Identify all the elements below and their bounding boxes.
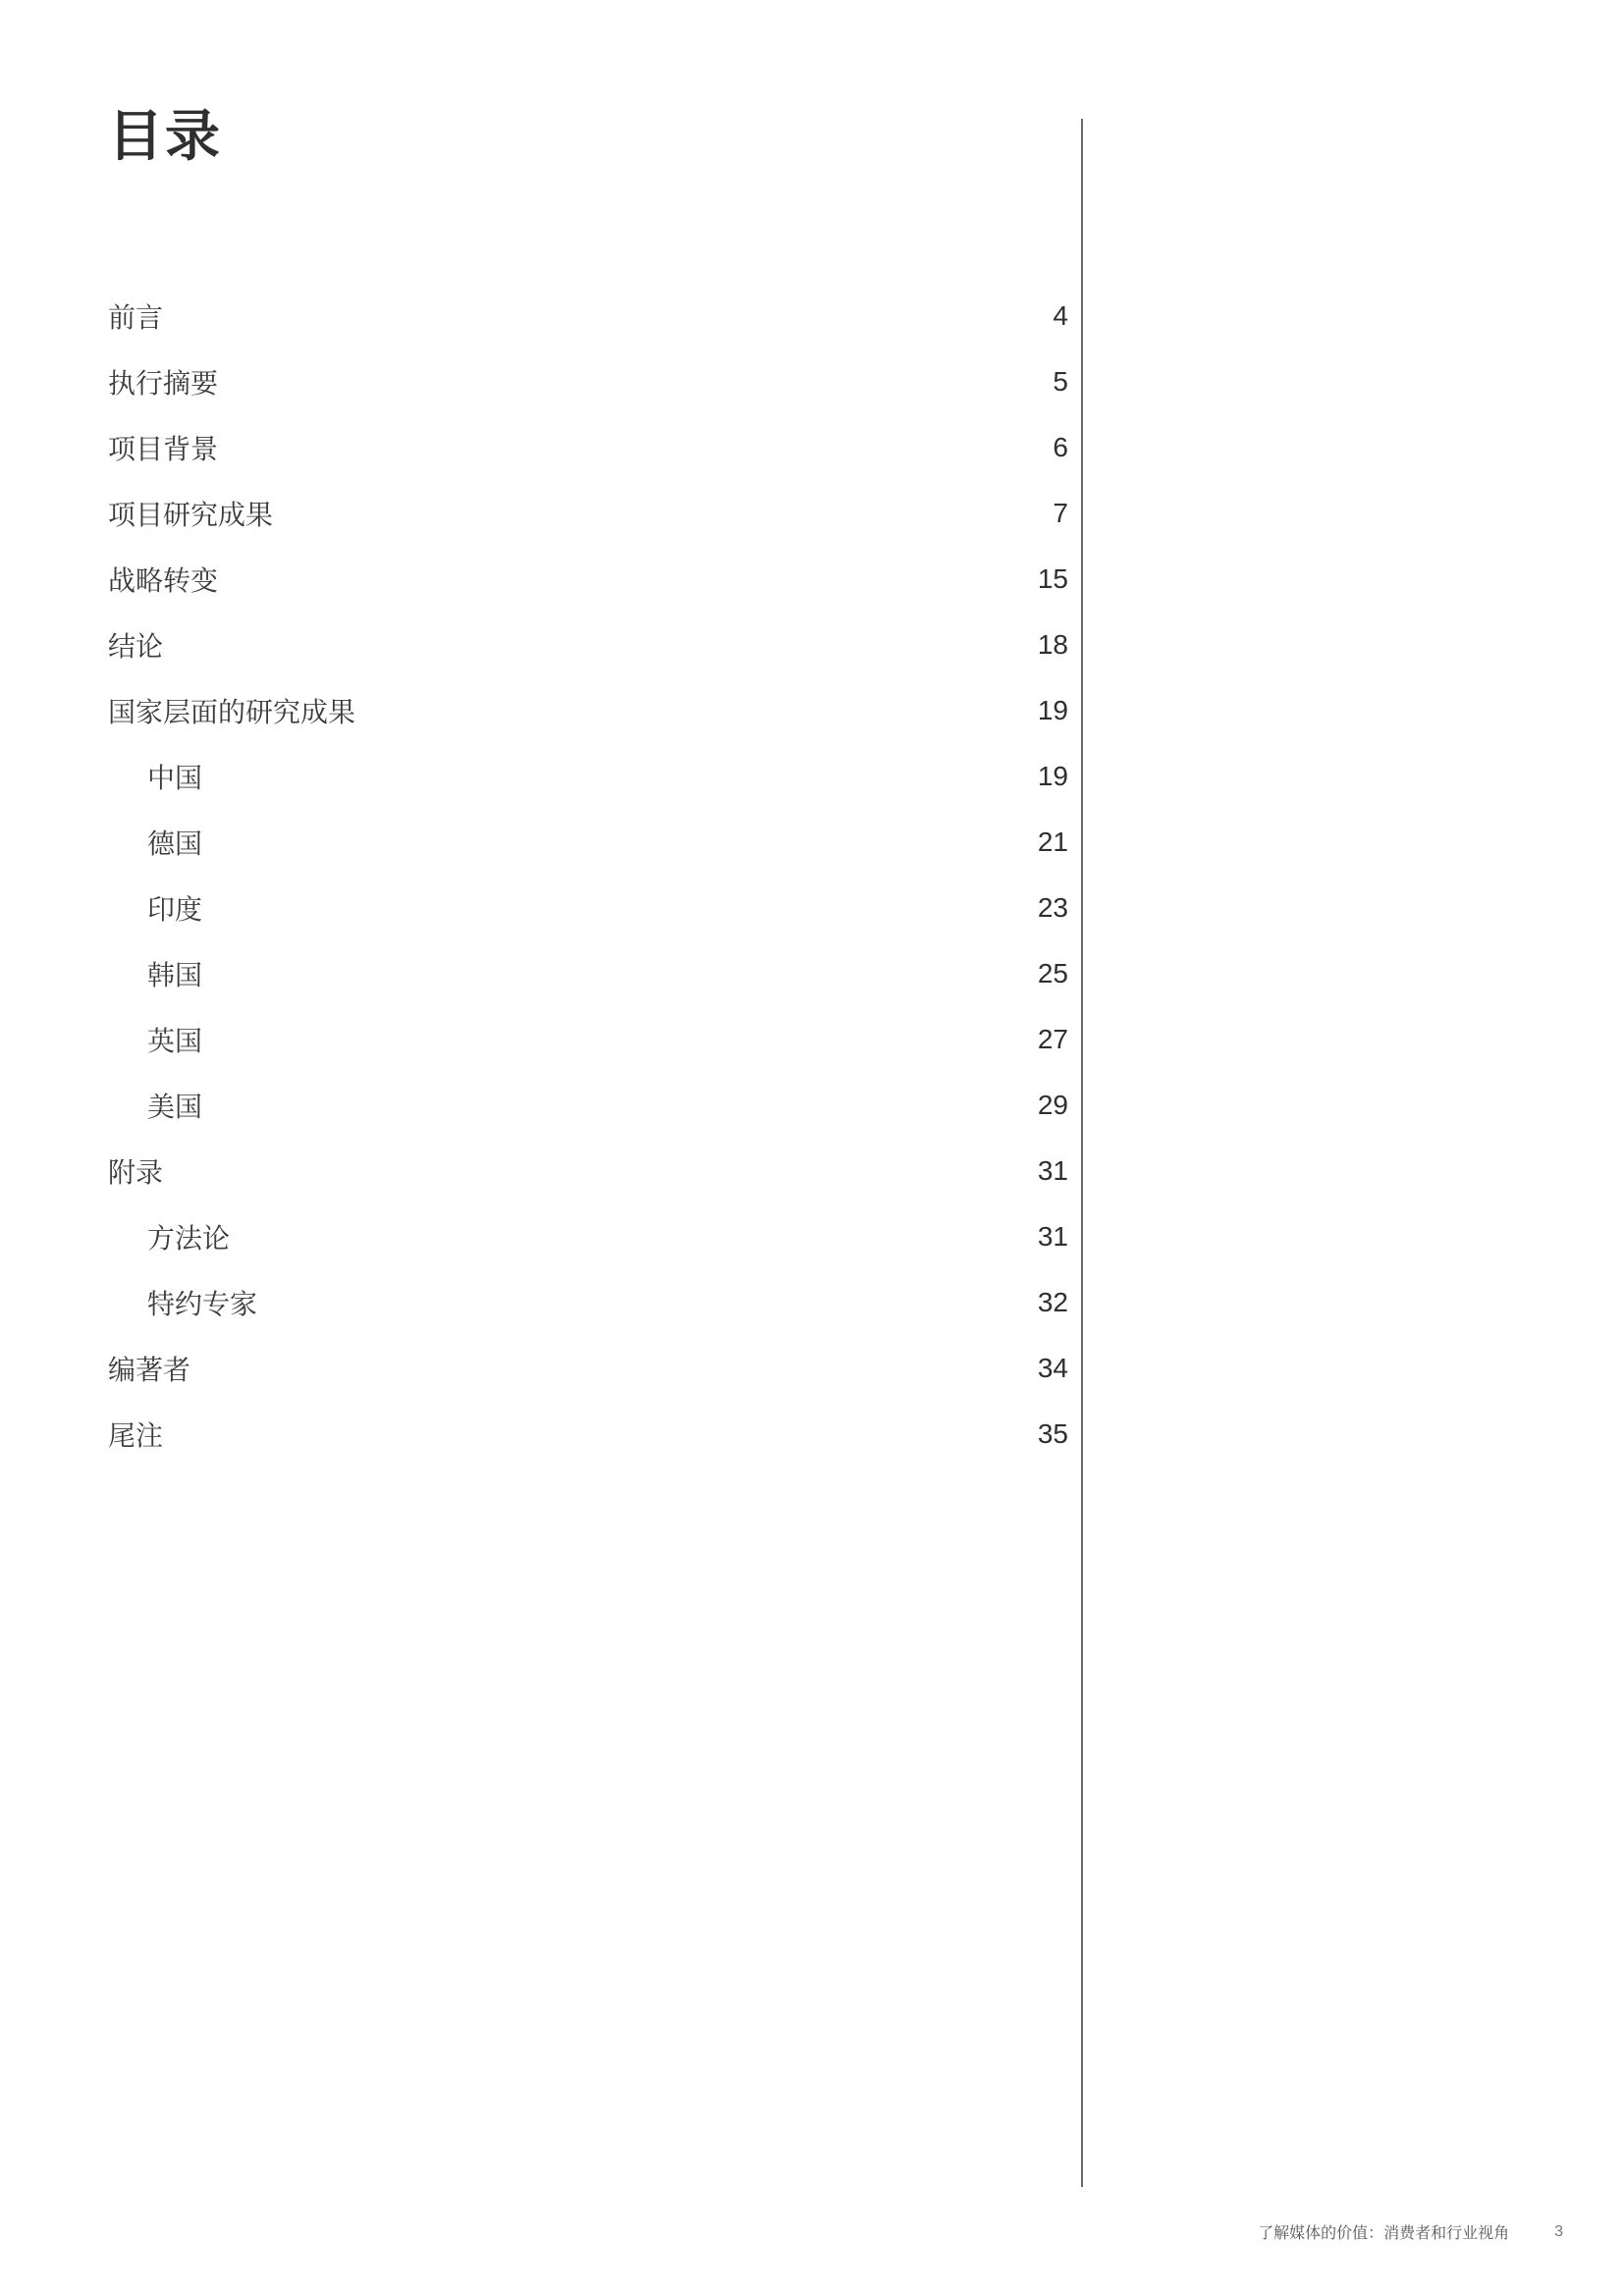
toc-entry-label: 执行摘要 <box>108 366 219 400</box>
toc-entry-page: 5 <box>1053 365 1068 397</box>
footer-page-number: 3 <box>1554 2222 1563 2240</box>
footer-document-title: 了解媒体的价值：消费者和行业视角 <box>1258 2223 1510 2242</box>
toc-subentry[interactable] <box>108 1006 1068 1072</box>
page-footer <box>1258 2220 1563 2243</box>
toc-entry[interactable] <box>108 414 1068 480</box>
toc-entry-label: 项目研究成果 <box>108 498 274 531</box>
toc-entry[interactable] <box>108 348 1068 414</box>
toc-subentry[interactable] <box>108 1269 1068 1335</box>
page-title: 目录 <box>108 105 222 169</box>
toc-subentry-label: 德国 <box>147 827 203 860</box>
toc-entry-page: 34 <box>1037 1352 1068 1383</box>
toc-entry-page: 31 <box>1037 1154 1068 1186</box>
toc-subentry-label: 美国 <box>147 1090 203 1123</box>
toc-entry[interactable] <box>108 612 1068 677</box>
toc-entry-label: 附录 <box>108 1155 164 1189</box>
toc-entry-label: 尾注 <box>108 1418 164 1452</box>
toc-subentry-label: 韩国 <box>147 958 203 991</box>
toc-subentry-page: 31 <box>1037 1220 1068 1252</box>
toc-entry-page: 15 <box>1037 562 1068 594</box>
toc-subentry-page: 25 <box>1037 957 1068 988</box>
toc-entry-label: 国家层面的研究成果 <box>108 695 356 728</box>
toc-subentry[interactable] <box>108 1203 1068 1269</box>
toc-entry-label: 编著者 <box>108 1353 191 1386</box>
toc-entry-label: 前言 <box>108 300 164 334</box>
toc-entry-page: 18 <box>1037 628 1068 660</box>
toc-entry[interactable] <box>108 283 1068 348</box>
toc-entry[interactable] <box>108 1401 1068 1467</box>
toc-subentry-label: 特约专家 <box>147 1287 258 1320</box>
toc-entry-label: 项目背景 <box>108 432 219 465</box>
vertical-divider <box>1081 119 1083 2187</box>
toc-entry[interactable] <box>108 677 1068 743</box>
toc-entry[interactable] <box>108 480 1068 546</box>
toc-subentry-page: 32 <box>1037 1286 1068 1317</box>
toc-subentry-label: 英国 <box>147 1024 203 1057</box>
toc-subentry[interactable] <box>108 743 1068 809</box>
toc-entry[interactable] <box>108 1138 1068 1203</box>
toc-entry[interactable] <box>108 546 1068 612</box>
toc-entry-label: 战略转变 <box>108 563 219 597</box>
toc-entry-page: 7 <box>1053 497 1068 528</box>
toc-subentry-page: 29 <box>1037 1089 1068 1120</box>
toc-entry-page: 4 <box>1053 299 1068 331</box>
toc-subentry-label: 印度 <box>147 892 203 926</box>
toc-entry-page: 19 <box>1037 694 1068 725</box>
toc-subentry-page: 21 <box>1037 826 1068 857</box>
toc-subentry-page: 23 <box>1037 891 1068 923</box>
toc-entry[interactable] <box>108 1335 1068 1401</box>
toc-subentry[interactable] <box>108 809 1068 875</box>
toc-entry-page: 6 <box>1053 431 1068 462</box>
toc-subentry-label: 方法论 <box>147 1221 231 1255</box>
toc-subentry-label: 中国 <box>147 761 203 794</box>
toc-subentry-page: 27 <box>1037 1023 1068 1054</box>
toc-subentry[interactable] <box>108 875 1068 940</box>
table-of-contents <box>108 283 1068 1467</box>
toc-subentry-page: 19 <box>1037 760 1068 791</box>
toc-subentry[interactable] <box>108 1072 1068 1138</box>
toc-entry-page: 35 <box>1037 1417 1068 1449</box>
toc-subentry[interactable] <box>108 940 1068 1006</box>
toc-entry-label: 结论 <box>108 629 164 663</box>
